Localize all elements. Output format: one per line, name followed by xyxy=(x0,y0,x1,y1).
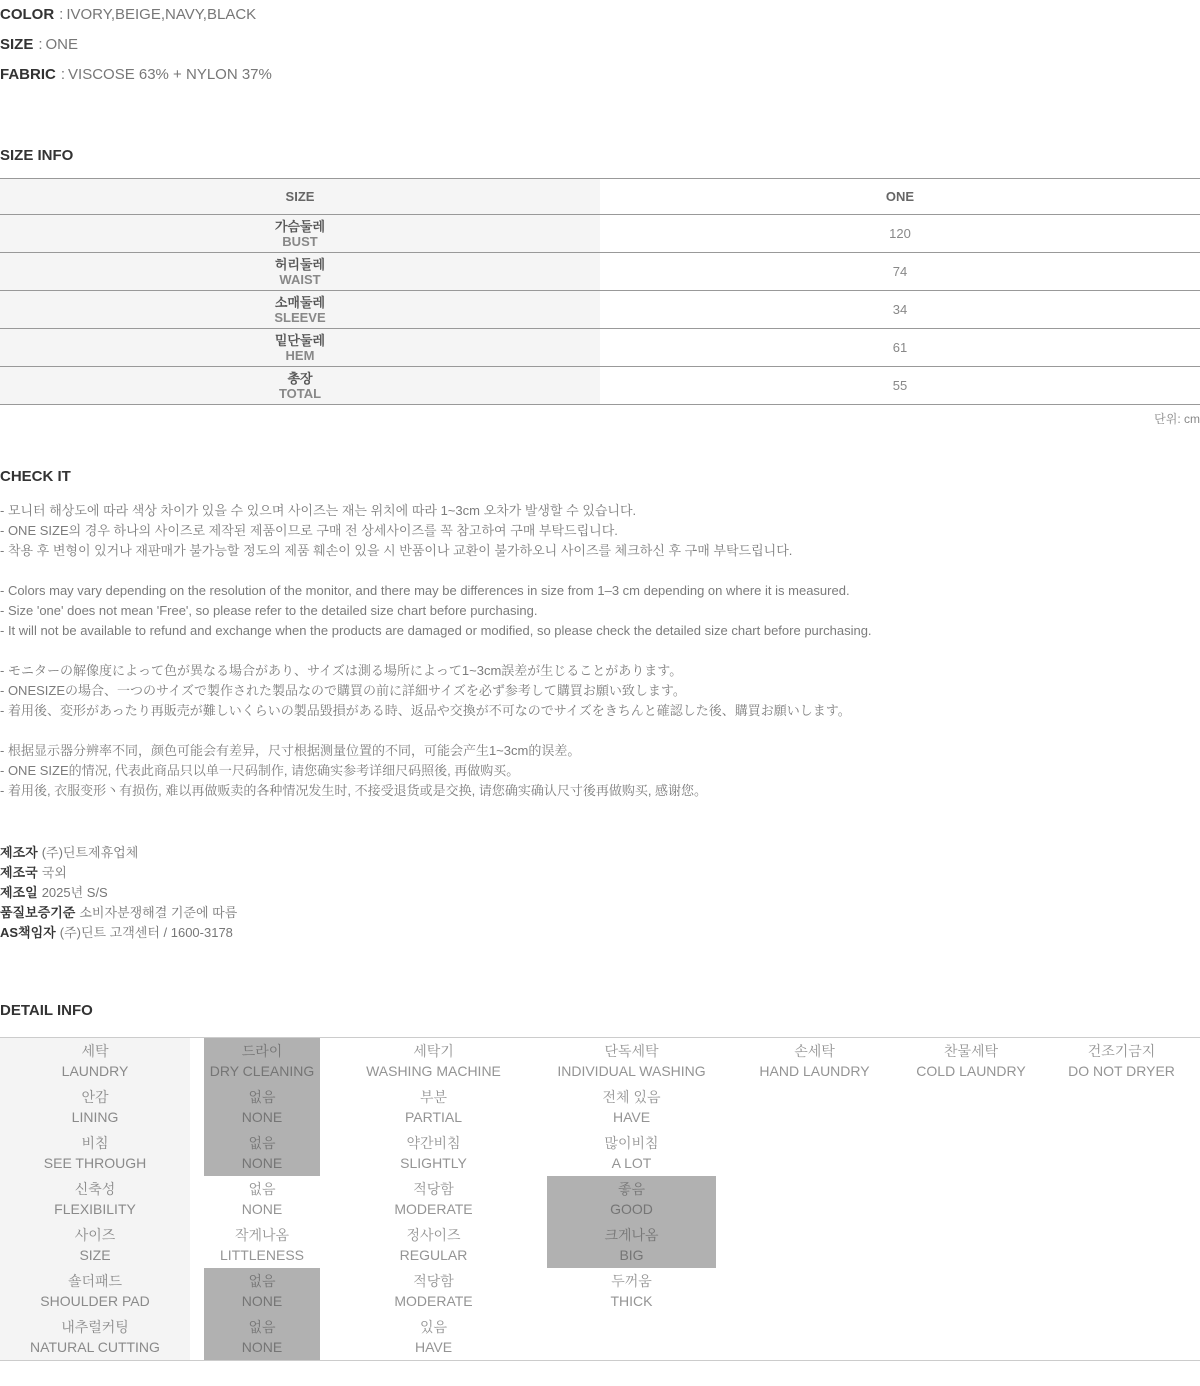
detail-table xyxy=(0,1037,1200,1361)
detail-cell-kr: 적당함 xyxy=(413,1273,454,1289)
spec-label: FABRIC xyxy=(0,66,56,83)
detail-cell-kr: 없음 xyxy=(248,1089,276,1105)
detail-cell-selected xyxy=(547,1222,716,1268)
note-line: - 着用後、変形があったり再販売が難しいくらいの製品毀損がある時、返品や交換が不可なのでサイズをきちんと確認した後、購買お願いします。 xyxy=(0,703,851,718)
detail-cell-en: NONE xyxy=(241,1339,283,1355)
size-value: 120 xyxy=(889,226,911,241)
detail-label-kr: 숄더패드 xyxy=(67,1273,123,1289)
spec-line-size xyxy=(0,30,1200,60)
detail-cell xyxy=(334,1084,533,1130)
detail-label-en: SIZE xyxy=(79,1247,111,1263)
detail-cell-kr: 없음 xyxy=(248,1181,276,1197)
size-label-kr: 허리둘레 xyxy=(274,256,326,272)
detail-cell-en: WASHING MACHINE xyxy=(366,1063,501,1079)
size-value: 74 xyxy=(892,264,908,279)
detail-info-heading: DETAIL INFO xyxy=(0,1002,93,1019)
note-group-japanese xyxy=(0,661,1200,721)
note-line: - ONE SIZE의 경우 하나의 사이즈로 제작된 제품이므로 구매 전 상세사이즈를 꼭 참고하여 구매 부탁드립니다. xyxy=(0,523,618,538)
manufacturer-label: 제조일 xyxy=(0,885,38,900)
detail-cell-en: HAVE xyxy=(612,1109,651,1125)
manufacturer-label: 품질보증기준 xyxy=(0,905,76,920)
manufacturer-value: (주)딘트 고객센터 / 1600-3178 xyxy=(59,925,233,940)
detail-cell-en: NONE xyxy=(241,1201,283,1217)
manufacturer-info xyxy=(0,843,1200,943)
spec-separator: : xyxy=(60,66,66,83)
size-row-sleeve xyxy=(0,291,1200,329)
detail-cell-selected xyxy=(204,1084,320,1130)
size-table xyxy=(0,178,1200,405)
detail-cell-en: HAVE xyxy=(414,1339,453,1355)
detail-cell xyxy=(334,1222,533,1268)
detail-label-en: LINING xyxy=(71,1109,119,1125)
size-value-header xyxy=(600,179,1200,214)
note-line: - ONE SIZE的情况, 代表此商品只以单一尺码制作, 请您确实参考详细尺码照後, 再做购买。 xyxy=(0,763,520,778)
product-specs xyxy=(0,0,1200,90)
note-line: - 모니터 해상도에 따라 색상 차이가 있을 수 있으며 사이즈는 재는 위치에 따라 1~3cm 오차가 발생할 수 있습니다. xyxy=(0,503,637,518)
note-line: - 착용 후 변형이 있거나 재판매가 불가능할 정도의 제품 훼손이 있을 시 반품이나 교환이 불가하오니 사이즈를 체크하신 후 구매 부탁드립니다. xyxy=(0,543,793,558)
detail-cell xyxy=(334,1038,533,1084)
note-line: - 着用後, 衣服变形丶有损伤, 难以再做贩卖的各种情况发生时, 不接受退货或是交换, 请您确实确认尺寸後再做购买, 感谢您。 xyxy=(0,783,708,798)
detail-label-en: SHOULDER PAD xyxy=(40,1293,150,1309)
manufacturer-value: 국외 xyxy=(41,865,67,880)
spec-value: IVORY,BEIGE,NAVY,BLACK xyxy=(66,6,257,23)
detail-cell-kr: 정사이즈 xyxy=(406,1227,461,1243)
note-line: - Size 'one' does not mean 'Free', so please refer to the detailed size chart before purchasing. xyxy=(0,603,538,618)
note-line: - ONESIZEの場合、一つのサイズで製作された製品なので購買の前に詳細サイズを必ず参考して購買お願い致します。 xyxy=(0,683,686,698)
detail-cell-en: PARTIAL xyxy=(404,1109,463,1125)
size-value: 55 xyxy=(892,378,908,393)
size-label-kr: 총장 xyxy=(287,370,313,386)
spec-separator: : xyxy=(38,36,43,53)
manufacturer-label: 제조국 xyxy=(0,865,38,880)
size-row-hem xyxy=(0,329,1200,367)
manufacturer-value: (주)딘트제휴업체 xyxy=(41,845,139,860)
size-label-en: WAIST xyxy=(279,271,321,287)
detail-cell-en: GOOD xyxy=(610,1201,653,1217)
manufacturer-label: 제조자 xyxy=(0,845,38,860)
detail-label-kr: 신축성 xyxy=(74,1181,116,1197)
detail-cell-en: THICK xyxy=(610,1293,653,1309)
size-column-header xyxy=(0,179,600,214)
spec-separator: : xyxy=(59,6,64,23)
detail-row-label xyxy=(0,1222,190,1268)
detail-cell-en: MODERATE xyxy=(394,1293,473,1309)
detail-cell-en: REGULAR xyxy=(399,1247,468,1263)
detail-cell-en: SLIGHTLY xyxy=(400,1155,467,1171)
spec-value: ONE xyxy=(45,36,79,53)
detail-label-en: NATURAL CUTTING xyxy=(30,1339,160,1355)
size-label-en: BUST xyxy=(282,233,318,249)
detail-row-label xyxy=(0,1038,190,1084)
detail-cell xyxy=(334,1176,533,1222)
detail-cell xyxy=(204,1176,320,1222)
detail-cell-en: COLD LAUNDRY xyxy=(916,1063,1026,1079)
note-line: - It will not be available to refund and exchange when the products are damaged or modified, so please check the detailed size chart before purchasing. xyxy=(0,623,872,638)
detail-label-kr: 세탁 xyxy=(81,1043,109,1059)
unit-note: 단위: cm xyxy=(1154,412,1200,426)
detail-cell xyxy=(547,1038,716,1084)
detail-cell xyxy=(334,1268,533,1314)
manufacturer-line xyxy=(0,863,1200,883)
note-group-korean xyxy=(0,501,1200,561)
manufacturer-line xyxy=(0,843,1200,863)
detail-cell-selected xyxy=(204,1038,320,1084)
detail-cell-selected xyxy=(204,1130,320,1176)
note-line: - Colors may vary depending on the resolution of the monitor, and there may be differences in size from 1–3 cm depending on where it is measured. xyxy=(0,583,850,598)
spec-line-fabric xyxy=(0,60,1200,90)
manufacturer-line xyxy=(0,923,1200,943)
detail-label-kr: 내추럴커팅 xyxy=(61,1319,129,1335)
note-line: - 根据显示器分辨率不同，颜色可能会有差异，尺寸根据测量位置的不同，可能会产生1~3cm的误差。 xyxy=(0,743,581,758)
detail-cell xyxy=(547,1130,716,1176)
size-info-heading: SIZE INFO xyxy=(0,147,74,164)
size-label-en: TOTAL xyxy=(278,385,322,401)
check-notes xyxy=(0,501,1200,801)
note-group-english xyxy=(0,581,1200,641)
detail-cell-kr: 전체 있음 xyxy=(602,1089,661,1105)
detail-row-label xyxy=(0,1130,190,1176)
detail-cell-kr: 건조기금지 xyxy=(1087,1043,1156,1059)
detail-cell-en: HAND LAUNDRY xyxy=(759,1063,870,1079)
size-label-kr: 소매둘레 xyxy=(274,294,326,310)
detail-cell-en: INDIVIDUAL WASHING xyxy=(557,1063,706,1079)
detail-label-kr: 비침 xyxy=(81,1135,109,1151)
detail-cell-kr: 세탁기 xyxy=(413,1043,454,1059)
size-label-kr: 가슴둘레 xyxy=(274,218,326,234)
spec-label: SIZE xyxy=(0,36,34,53)
detail-cell-kr: 크게나옴 xyxy=(604,1227,659,1243)
detail-cell xyxy=(730,1038,899,1084)
spec-label: COLOR xyxy=(0,6,55,23)
detail-cell xyxy=(547,1084,716,1130)
detail-cell-kr: 약간비침 xyxy=(406,1135,461,1151)
size-label-en: SLEEVE xyxy=(274,309,326,325)
detail-cell-kr: 많이비침 xyxy=(604,1135,659,1151)
detail-cell-selected xyxy=(204,1268,320,1314)
detail-label-en: LAUNDRY xyxy=(61,1063,129,1079)
detail-cell-kr: 찬물세탁 xyxy=(943,1043,999,1059)
detail-cell-kr: 있음 xyxy=(419,1319,448,1335)
detail-label-kr: 사이즈 xyxy=(74,1227,116,1243)
size-value: 34 xyxy=(892,302,908,317)
detail-label-kr: 안감 xyxy=(81,1089,109,1105)
size-label-en: HEM xyxy=(285,347,315,363)
detail-cell xyxy=(334,1130,533,1176)
detail-cell xyxy=(334,1314,533,1360)
size-row-total xyxy=(0,367,1200,405)
detail-cell-kr: 적당함 xyxy=(413,1181,454,1197)
manufacturer-line xyxy=(0,903,1200,923)
detail-cell-selected xyxy=(204,1314,320,1360)
detail-row-label xyxy=(0,1176,190,1222)
spec-value: VISCOSE 63% + NYLON 37% xyxy=(68,66,272,83)
detail-cell-en: DRY CLEANING xyxy=(209,1063,315,1079)
size-header-value: ONE xyxy=(885,189,915,204)
size-table-header-row xyxy=(0,179,1200,215)
detail-cell-selected xyxy=(547,1176,716,1222)
detail-cell-kr: 손세탁 xyxy=(794,1043,835,1059)
detail-cell-kr: 부분 xyxy=(419,1089,448,1105)
detail-cell-kr: 없음 xyxy=(248,1273,276,1289)
note-line: - モニターの解像度によって色が異なる場合があり、サイズは測る場所によって1~3cm誤差が生じることがあります。 xyxy=(0,663,683,678)
detail-row-label xyxy=(0,1268,190,1314)
manufacturer-label: AS책임자 xyxy=(0,925,56,940)
detail-row-label xyxy=(0,1084,190,1130)
detail-cell-kr: 작게나옴 xyxy=(234,1227,290,1243)
detail-row-label xyxy=(0,1314,190,1360)
manufacturer-line xyxy=(0,883,1200,903)
detail-cell xyxy=(204,1222,320,1268)
detail-cell-kr: 드라이 xyxy=(241,1043,283,1059)
spec-line-color xyxy=(0,0,1200,30)
detail-cell-en: LITTLENESS xyxy=(219,1247,305,1263)
size-header-label: SIZE xyxy=(285,189,315,204)
size-label-kr: 밑단둘레 xyxy=(274,332,326,348)
detail-label-en: SEE THROUGH xyxy=(43,1155,147,1171)
detail-cell-kr: 단독세탁 xyxy=(604,1043,659,1059)
detail-label-en: FLEXIBILITY xyxy=(54,1201,136,1217)
size-row-waist xyxy=(0,253,1200,291)
detail-cell-kr: 없음 xyxy=(248,1135,276,1151)
detail-cell-en: BIG xyxy=(619,1247,644,1263)
detail-cell-en: NONE xyxy=(241,1293,283,1309)
detail-cell-kr: 좋음 xyxy=(617,1181,646,1197)
detail-cell-en: A LOT xyxy=(611,1155,652,1171)
detail-cell-en: NONE xyxy=(241,1155,283,1171)
size-row-bust xyxy=(0,215,1200,253)
check-it-heading: CHECK IT xyxy=(0,468,71,485)
detail-cell xyxy=(547,1268,716,1314)
detail-cell xyxy=(1043,1038,1200,1084)
detail-cell xyxy=(913,1038,1029,1084)
detail-cell-en: MODERATE xyxy=(394,1201,473,1217)
manufacturer-value: 소비자분쟁해결 기준에 따름 xyxy=(79,905,238,920)
detail-cell-kr: 없음 xyxy=(248,1319,276,1335)
detail-cell-en: DO NOT DRYER xyxy=(1068,1063,1175,1079)
note-group-chinese xyxy=(0,741,1200,801)
size-value: 61 xyxy=(892,340,908,355)
detail-cell-en: NONE xyxy=(241,1109,283,1125)
detail-cell-kr: 두꺼움 xyxy=(611,1273,652,1289)
manufacturer-value: 2025년 S/S xyxy=(41,885,108,900)
